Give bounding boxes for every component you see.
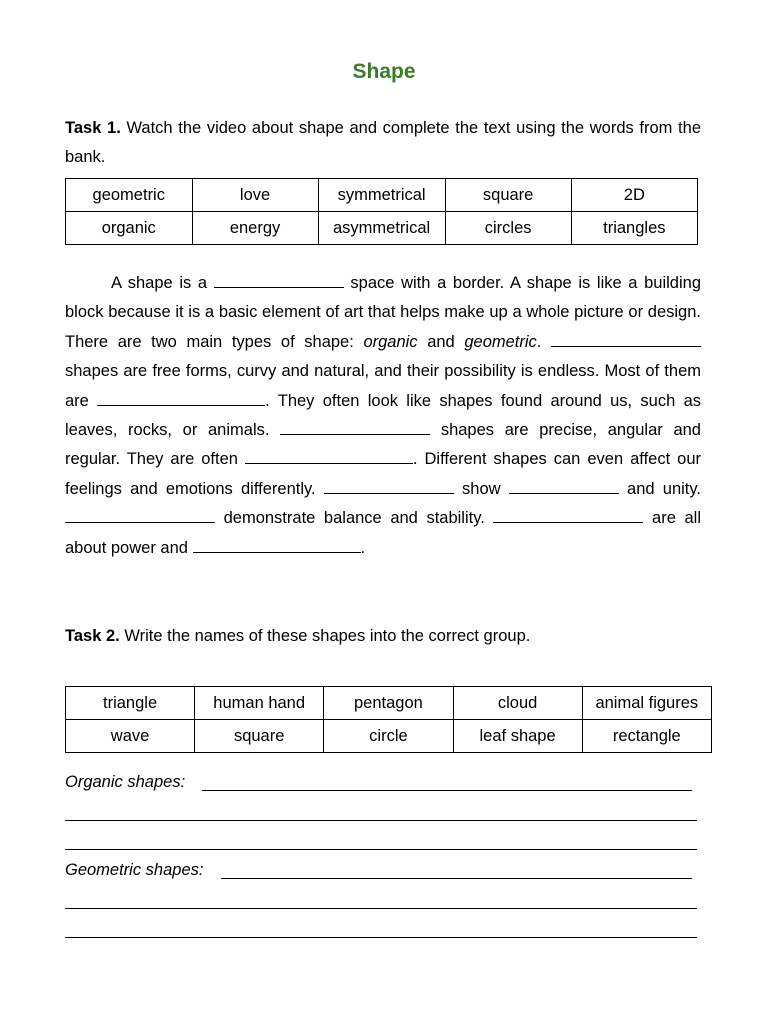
passage-text: space with a border. A shape is like a building block because it is a basic element of art that helps make up a whole picture or design. There are two main types of shape:	[65, 274, 702, 351]
fill-blank[interactable]	[493, 507, 643, 523]
task2-word-bank	[65, 686, 712, 753]
organic-answer-line[interactable]	[202, 790, 692, 791]
organic-answer-line[interactable]	[65, 820, 697, 821]
passage-text: . Different shapes can even affect our feelings and emotions differently.	[65, 450, 702, 498]
organic-answer-line[interactable]	[65, 849, 697, 850]
geometric-shapes-label	[65, 861, 204, 880]
word-bank-cell: circle	[324, 720, 453, 753]
passage-text: and	[427, 332, 455, 351]
passage-italic: organic	[363, 332, 418, 351]
task2-instruction-block	[65, 622, 701, 651]
word-bank-cell: animal figures	[582, 687, 711, 720]
geometric-answer-line[interactable]	[221, 878, 692, 879]
task2-instruction: Write the names of these shapes into the correct group.	[124, 627, 531, 645]
word-bank-cell: love	[192, 179, 318, 212]
word-bank-cell: triangles	[571, 212, 697, 245]
passage-italic: geometric	[464, 332, 537, 351]
word-bank-cell: geometric	[66, 179, 193, 212]
task1-passage	[65, 269, 701, 563]
organic-shapes-label-text: Organic shapes	[65, 773, 181, 791]
label-colon: :	[180, 773, 186, 791]
geometric-shapes-label-text: Geometric shapes	[65, 861, 199, 879]
task1-instruction-block	[65, 114, 701, 173]
word-bank-cell: cloud	[453, 687, 582, 720]
fill-blank[interactable]	[214, 272, 344, 288]
word-bank-cell: square	[195, 720, 324, 753]
word-bank-cell: energy	[192, 212, 318, 245]
task1-word-bank	[65, 178, 698, 245]
fill-blank[interactable]	[245, 448, 413, 464]
word-bank-row	[66, 720, 712, 753]
word-bank-cell: circles	[445, 212, 571, 245]
organic-shapes-label	[65, 773, 185, 792]
label-colon: :	[198, 861, 204, 879]
fill-blank[interactable]	[97, 390, 265, 406]
passage-text: . They often look like shapes found around us, such as leaves, rocks, or animals.	[65, 391, 702, 440]
geometric-answer-line[interactable]	[65, 937, 697, 938]
passage-text: A shape is a	[111, 274, 208, 292]
passage-text: shapes are free forms, curvy and natural, and their possibility is endless. Most of them are	[65, 362, 701, 410]
fill-blank[interactable]	[324, 478, 454, 494]
task1-label: Task 1.	[65, 119, 121, 137]
passage-text: .	[360, 538, 366, 557]
word-bank-cell: symmetrical	[318, 179, 445, 212]
passage-text: are all about power and	[65, 509, 701, 557]
fill-blank[interactable]	[65, 507, 215, 523]
passage-text: shapes are precise, angular and regular. They are often	[65, 421, 701, 469]
word-bank-cell: 2D	[571, 179, 697, 212]
fill-blank[interactable]	[551, 331, 701, 347]
word-bank-cell: square	[445, 179, 571, 212]
word-bank-cell: pentagon	[324, 687, 453, 720]
fill-blank[interactable]	[193, 537, 361, 553]
geometric-answer-line[interactable]	[65, 908, 697, 909]
word-bank-cell: organic	[66, 212, 193, 245]
passage-text: and unity.	[627, 479, 701, 498]
word-bank-cell: leaf shape	[453, 720, 582, 753]
task2-label: Task 2.	[65, 627, 120, 645]
passage-text: demonstrate balance and stability.	[223, 509, 485, 528]
word-bank-cell: asymmetrical	[318, 212, 445, 245]
passage-text: show	[462, 479, 501, 498]
word-bank-row	[66, 179, 698, 212]
task1-instruction: Watch the video about shape and complete the text using the words from the bank.	[65, 119, 701, 167]
word-bank-cell: wave	[66, 720, 195, 753]
fill-blank[interactable]	[509, 478, 619, 494]
word-bank-cell: human hand	[195, 687, 324, 720]
fill-blank[interactable]	[280, 419, 430, 435]
word-bank-cell: triangle	[66, 687, 195, 720]
page-title: Shape	[352, 60, 416, 83]
word-bank-row	[66, 687, 712, 720]
word-bank-row	[66, 212, 698, 245]
word-bank-cell: rectangle	[582, 720, 711, 753]
passage-text: .	[536, 332, 542, 351]
